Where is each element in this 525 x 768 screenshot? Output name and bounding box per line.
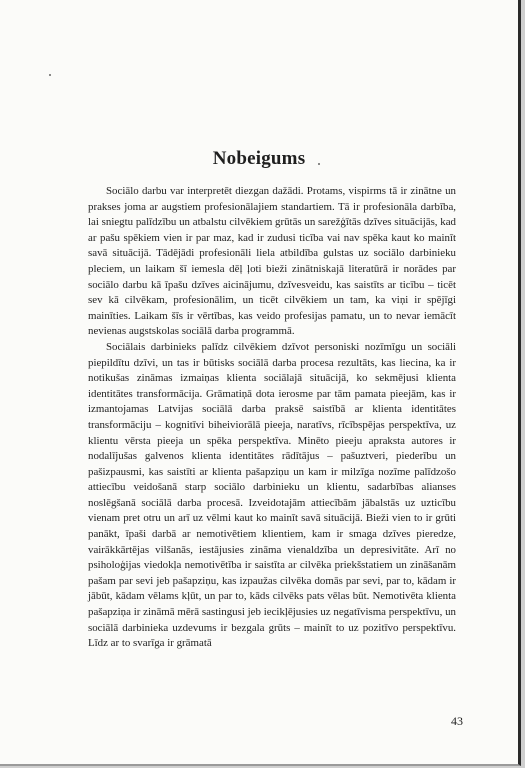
chapter-title: Nobeigums [212, 148, 306, 169]
page-number: 43 [451, 714, 463, 728]
body-text [88, 184, 456, 652]
paper-speck [49, 74, 51, 76]
paragraph-2: Sociālais darbinieks palīdz cilvēkiem dzīvot personiski nozīmīgu un sociāli piepildītu dzīvi, un tas ir būtisks sociālā darba procesa rezultāts, kas liecina, ka ir notikušas zināmas izmaiņas klienta sociālajā situācijā, ko sekmējusi klienta identitātes transformācija. Grāmatiņā dota ierosme par tām pamata pieejām, kas ir izmantojamas Latvijas sociālā darba praksē saistībā ar klienta identitātes transformāciju – kognitīvi biheiviorālā pieeja, naratīvs, rīcībspējas perspektīva, uz klientu vērsta pieeja un spēka perspektīva. Minēto pieeju apraksta autores ir nodalījušas galvenos klienta identitātes rādītājus – pašuztveri, piederību un pašizpausmi, kas saistīti ar klienta pašapziņu un kam ir milzīga nozīme palīdzošo attiecību veidošanā starp sociālo darbinieku un klientu, sadarbības alianses noslēgšanā sociālā darba procesā. Izveidotajām attiecībām jābalstās uz uzticību vienam pret otru un arī uz vēlmi kaut ko mainīt savā situācijā. Bieži vien to ir grūti panākt, īpaši darbā ar nemotivētiem klientiem, kam ir smaga dzīves pieredze, vairākkārtējas vilšanās, iestājusies zināma vienaldzība un depresivitāte. Arī no psiholoģijas viedokļa nemotivētība ir saistīta ar cilvēka priekšstatiem un zināšanām pašam par sevi jeb pašapziņu, kas izpaužas cilvēka domās par sevi, par to, kādam ir jābūt, kādam vēlams kļūt, un par to, kāds cilvēks pats vēlas būt. Nemotivēta klienta pašapziņa ir zināmā mērā sastingusi jeb iecikļējusies uz negatīvisma perspektīvu, un sociālā darbinieka uzdevums ir bezgala grūts – mainīt to uz pozitīvo perspektīvu. Līdz ar to svarīga ir grāmatā [88, 340, 456, 650]
paragraph-1: Sociālo darbu var interpretēt diezgan dažādi. Protams, vispirms tā ir zinātne un prakses joma ar augstiem profesionālajiem standartiem. Tā ir profesionāla darbība, lai sniegtu palīdzību un atbalstu cilvēkiem grūtās un sarežģītās dzīves situācijās, kad ar pašu spēkiem vien ir par maz, kad ir zudusi ticība vai nav spēka kaut ko mainīt savā situācijā. Tādējādi profesionāli liela atbildība gulstas uz sociālo darbinieku pleciem, un laikam šī iemesla dēļ ļoti bieži zinātniskajā literatūrā ir norādes par sociālo darbu kā īpašu dzīves aicinājumu, dzīvesveidu, kas saistīts ar ticību – ticēt sev kā cilvēkam, profesionālim, un ticēt cilvēkiem un tam, ka viņi ir spējīgi mainīties. Laikam šīs ir vērtības, kas veido profesijas pamatu, un to nevar iemācīt nevienas augstskolas sociālā darba programmā. [88, 185, 456, 338]
